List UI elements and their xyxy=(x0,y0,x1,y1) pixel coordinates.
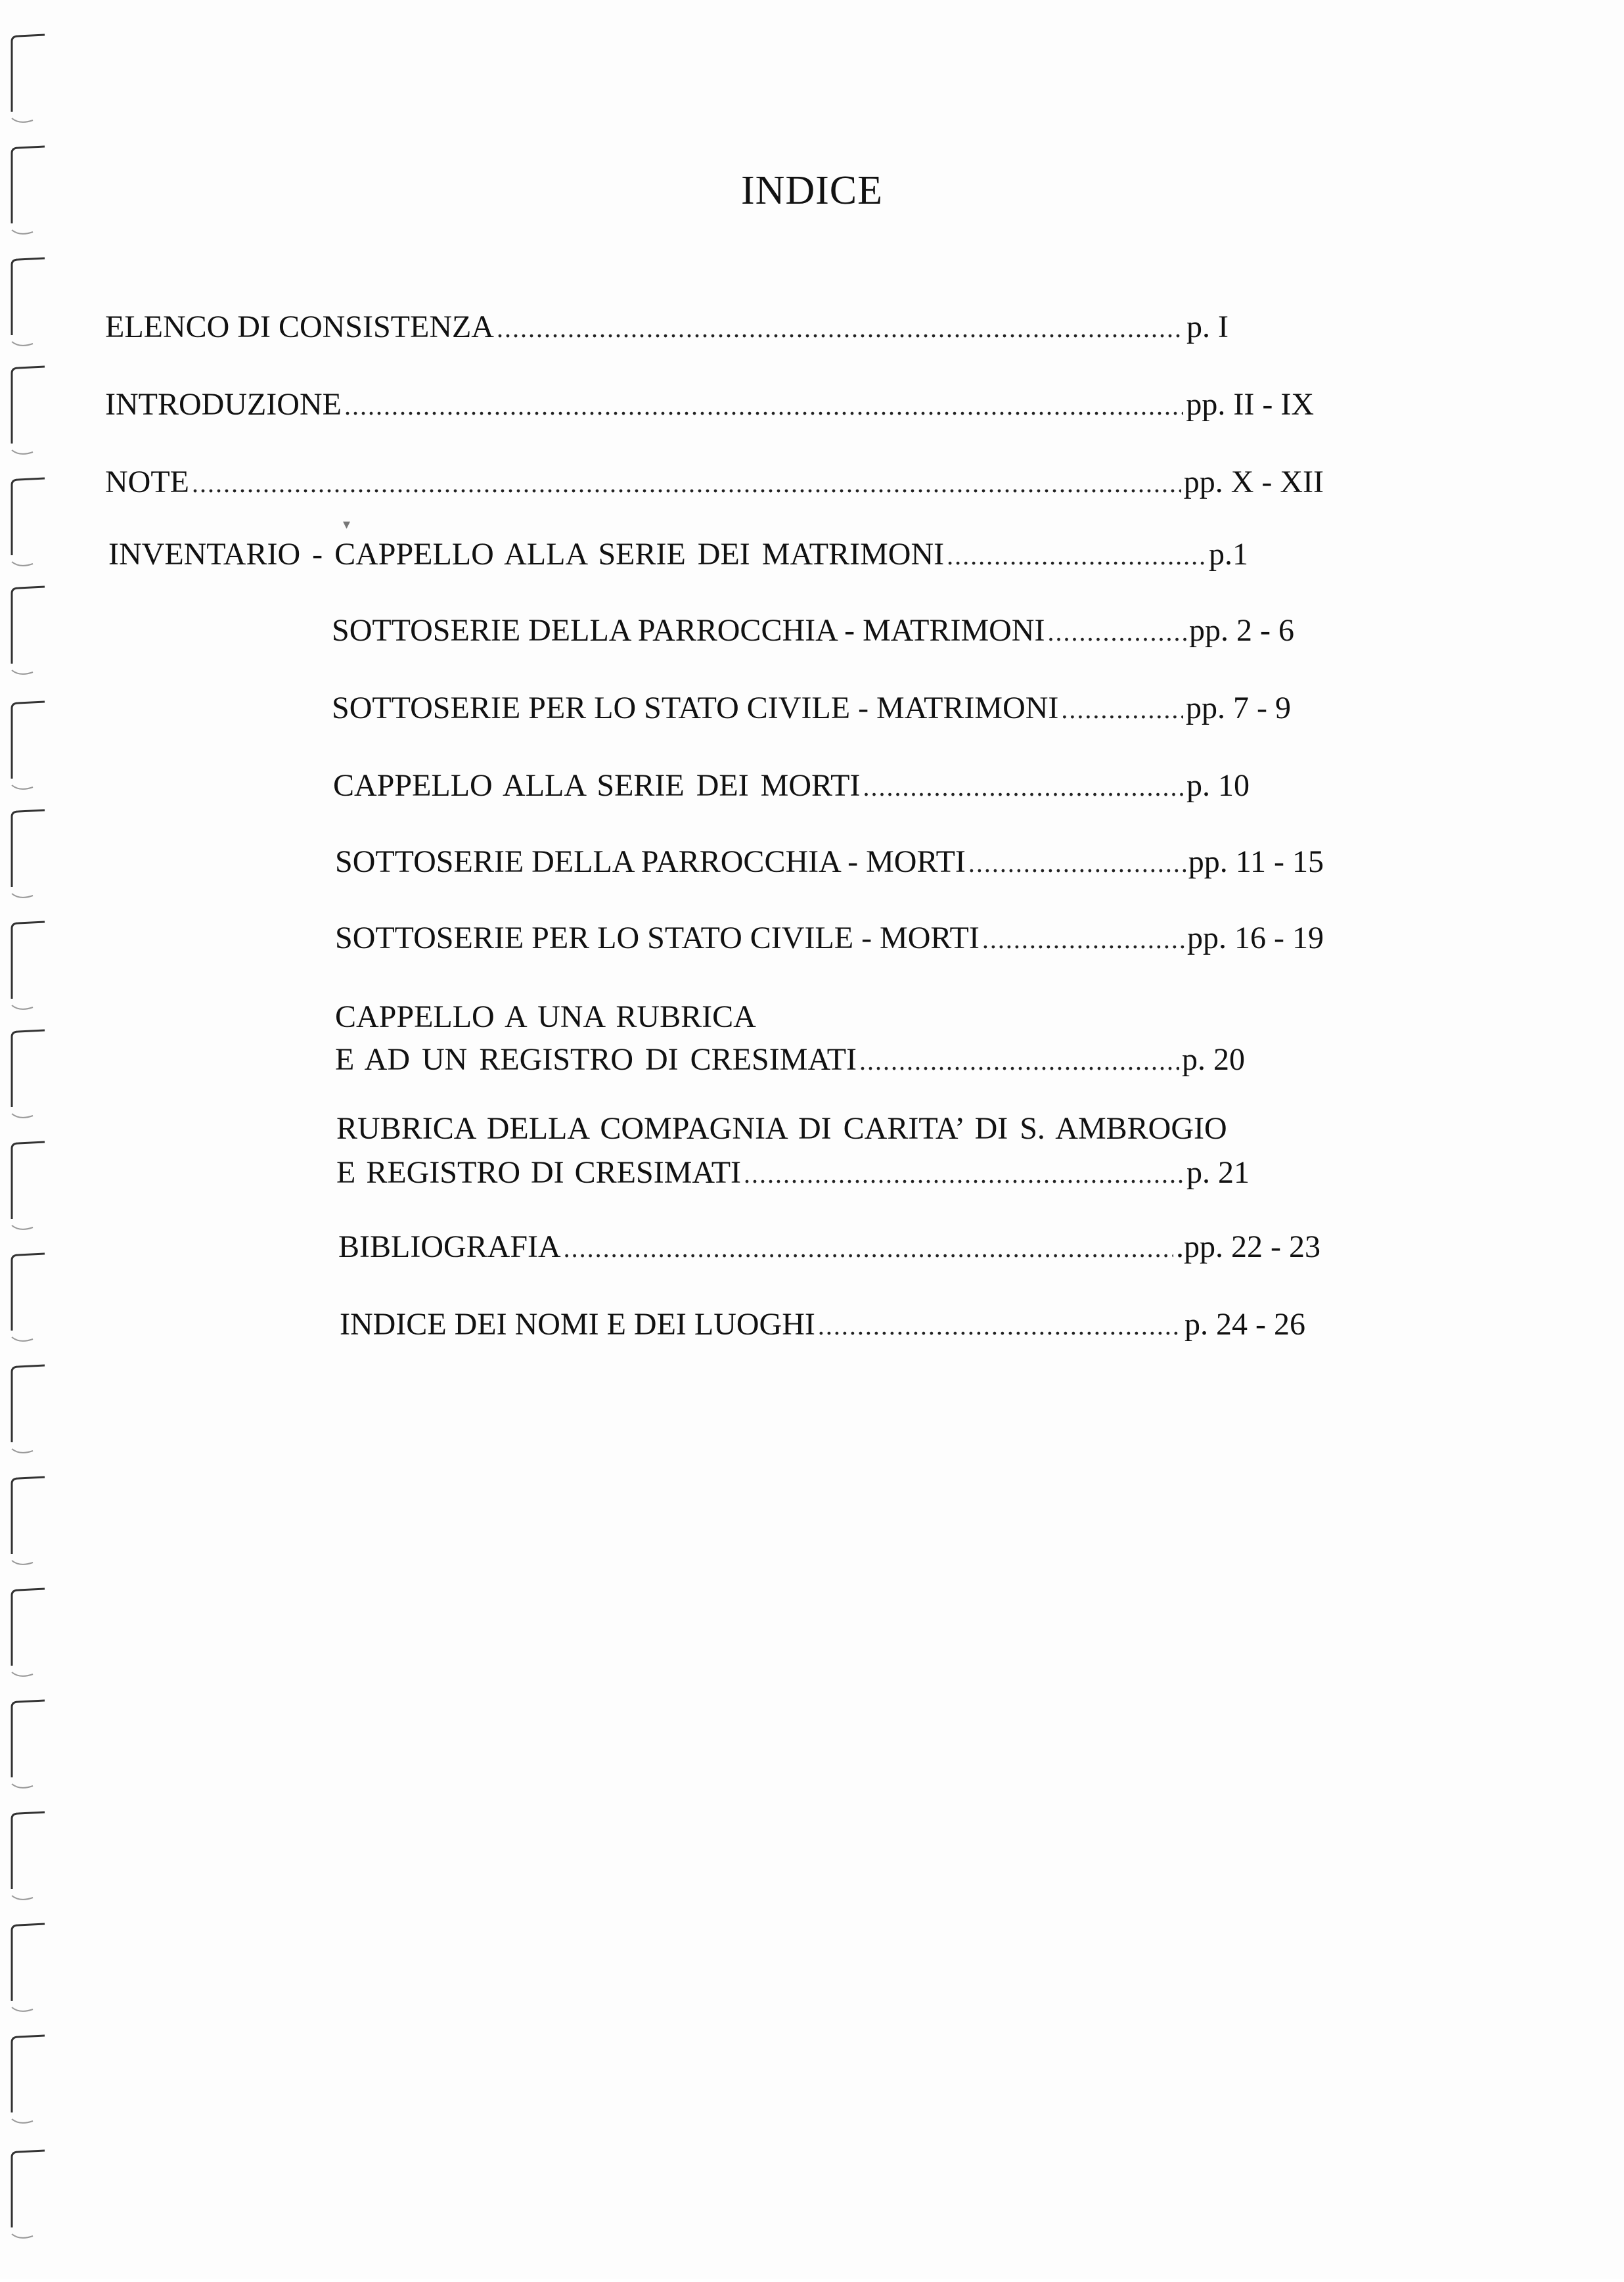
toc-entry-label: SOTTOSERIE PER LO STATO CIVILE - MORTI xyxy=(335,921,980,955)
toc-entry xyxy=(335,920,1324,956)
dot-leader xyxy=(564,1233,1173,1264)
toc-entry xyxy=(336,1154,1250,1191)
toc-entry xyxy=(335,1041,1245,1078)
toc-entry-pages: p. 21 xyxy=(1186,1155,1250,1190)
dot-leader xyxy=(192,468,1181,499)
dot-leader xyxy=(344,390,1183,421)
dot-leader xyxy=(1047,616,1186,647)
dot-leader xyxy=(947,540,1206,571)
dot-leader xyxy=(497,313,1184,344)
toc-entry-pages: p. 20 xyxy=(1182,1042,1245,1077)
toc-entry-pages: pp. 7 - 9 xyxy=(1186,691,1291,725)
toc-entry-label: ELENCO DI CONSISTENZA xyxy=(105,309,494,344)
toc-entry-pages: p.1 xyxy=(1209,537,1248,572)
toc-entry xyxy=(105,386,1314,422)
page-title: INDICE xyxy=(740,168,884,213)
toc-entry-pages: .pp. 22 - 23 xyxy=(1176,1229,1320,1264)
toc-entry-pages: p. I xyxy=(1186,309,1229,344)
dot-leader xyxy=(982,924,1184,955)
toc-entry-pages: pp. 11 - 15 xyxy=(1188,844,1324,879)
dot-leader xyxy=(744,1158,1184,1189)
dot-leader xyxy=(968,848,1186,879)
toc-entry-label: SOTTOSERIE DELLA PARROCCHIA - MATRIMONI xyxy=(332,613,1045,648)
toc-entry-pages: p. 10 xyxy=(1186,768,1250,803)
toc-entry-label: E AD UN REGISTRO DI CRESIMATI xyxy=(335,1042,857,1077)
dot-leader xyxy=(863,771,1184,802)
toc-entry xyxy=(338,1229,1320,1265)
dot-leader xyxy=(1061,694,1183,725)
toc-entry-pages: pp. II - IX xyxy=(1186,387,1314,422)
toc-entry-label-line1: RUBRICA DELLA COMPAGNIA DI CARITA’ DI S. AMBROGIO xyxy=(336,1111,1227,1146)
toc-entry-pages: pp. 16 - 19 xyxy=(1187,921,1324,955)
toc-entry xyxy=(332,612,1294,649)
toc-entry-pages: pp. 2 - 6 xyxy=(1189,613,1294,648)
toc-entry-label: BIBLIOGRAFIA xyxy=(338,1229,561,1264)
dot-leader xyxy=(859,1045,1179,1076)
toc-entry-label: INVENTARIO - CAPPELLO ALLA SERIE DEI MATRIMONI xyxy=(108,537,945,572)
toc-entry xyxy=(335,844,1324,880)
toc-entry xyxy=(105,464,1324,500)
toc-entry-label: INTRODUZIONE xyxy=(105,387,342,422)
toc-entry-label: E REGISTRO DI CRESIMATI xyxy=(336,1155,742,1190)
toc-entry xyxy=(332,690,1291,726)
toc-entry-pages: pp. X - XII xyxy=(1183,465,1324,499)
dot-leader xyxy=(818,1310,1182,1341)
scan-speck: ▾ xyxy=(343,516,351,532)
toc-entry xyxy=(108,536,1248,572)
toc-entry-label-line1: CAPPELLO A UNA RUBRICA xyxy=(335,999,756,1034)
toc-entry-label: CAPPELLO ALLA SERIE DEI MORTI xyxy=(333,768,861,803)
toc-entry-label: SOTTOSERIE DELLA PARROCCHIA - MORTI xyxy=(335,844,966,879)
toc-entry xyxy=(340,1306,1305,1342)
toc-entry xyxy=(105,309,1229,345)
toc-entry-label: NOTE xyxy=(105,465,189,499)
toc-entry-label: SOTTOSERIE PER LO STATO CIVILE - MATRIMONI xyxy=(332,691,1059,725)
toc-entry-pages: p. 24 - 26 xyxy=(1184,1307,1305,1342)
toc-entry xyxy=(333,767,1250,804)
toc-entry-label: INDICE DEI NOMI E DEI LUOGHI xyxy=(340,1307,815,1342)
